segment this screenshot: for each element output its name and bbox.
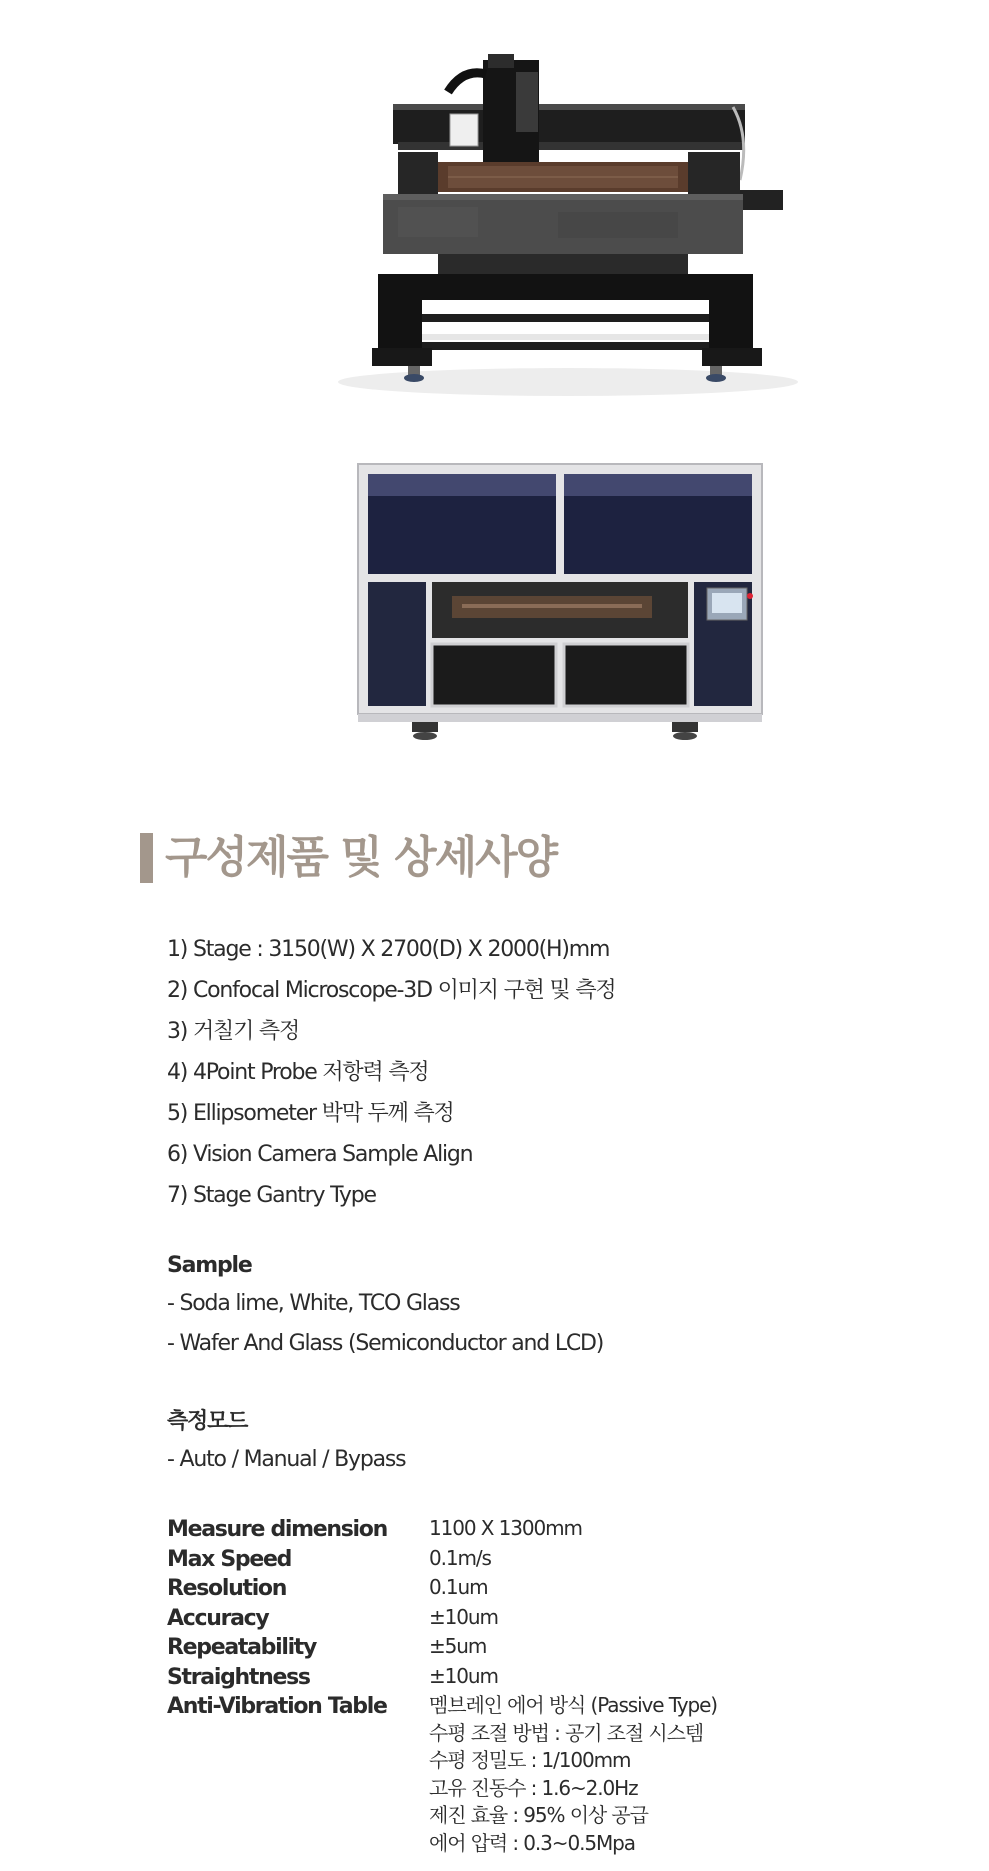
list-item: 6) Vision Camera Sample Align (167, 1142, 473, 1167)
list-item: 4) 4Point Probe 저항력 측정 (167, 1060, 429, 1085)
spec-table (167, 1515, 807, 1857)
spec-value: ±10um (429, 1604, 498, 1629)
spec-row (167, 1545, 807, 1575)
mode-line: - Auto / Manual / Bypass (167, 1447, 406, 1472)
spec-row (167, 1692, 807, 1857)
list-item: 2) Confocal Microscope-3D 이미지 구현 및 측정 (167, 978, 616, 1003)
list-item: 7) Stage Gantry Type (167, 1183, 376, 1208)
spec-row (167, 1663, 807, 1693)
enclosed-measurement-machine-image (352, 458, 768, 743)
sample-line: - Wafer And Glass (Semiconductor and LCD) (167, 1331, 604, 1356)
spec-key: Measure dimension (167, 1517, 387, 1542)
mode-title: 측정모드 (167, 1409, 248, 1434)
spec-key: Accuracy (167, 1605, 269, 1631)
spec-key: Repeatability (167, 1635, 317, 1660)
spec-row (167, 1633, 807, 1663)
sample-section (167, 1248, 603, 1364)
spec-key: Anti-Vibration Table (167, 1694, 387, 1719)
spec-value: 에어 압력 : 0.3~0.5Mpa (429, 1830, 635, 1855)
spec-row (167, 1604, 807, 1634)
spec-row (167, 1574, 807, 1604)
spec-value: 1100 X 1300mm (429, 1516, 582, 1540)
list-item: 5) Ellipsometer 박막 두께 측정 (167, 1101, 454, 1126)
mode-section (167, 1404, 405, 1480)
component-list (167, 929, 615, 1216)
section-heading: 구성제품 및 상세사양 (165, 832, 557, 883)
spec-value: 수평 조절 방법 : 공기 조절 시스템 (429, 1720, 704, 1745)
spec-value: 0.1um (429, 1575, 488, 1599)
spec-key: Resolution (167, 1576, 287, 1601)
spec-value: 고유 진동수 : 1.6~2.0Hz (429, 1775, 638, 1800)
spec-value: 제진 효율 : 95% 이상 공급 (429, 1803, 648, 1827)
spec-value: 수평 정밀도 : 1/100mm (429, 1748, 631, 1772)
enclosed-machine-photo (352, 458, 768, 743)
list-item: 1) Stage : 3150(W) X 2700(D) X 2000(H)mm (167, 937, 610, 962)
spec-value: 0.1m/s (429, 1545, 491, 1570)
spec-value: 멤브레인 에어 방식 (Passive Type) (429, 1693, 717, 1717)
sample-line: - Soda lime, White, TCO Glass (167, 1291, 460, 1316)
gantry-measurement-machine-image (338, 52, 798, 402)
list-item: 3) 거칠기 측정 (167, 1019, 300, 1044)
heading-accent-bar (140, 833, 153, 883)
spec-row (167, 1515, 807, 1545)
spec-key: Max Speed (167, 1546, 292, 1572)
gantry-machine-photo (338, 52, 798, 402)
spec-key: Straightness (167, 1664, 310, 1690)
spec-value: ±10um (429, 1663, 498, 1688)
sample-title: Sample (167, 1253, 252, 1278)
spec-value: ±5um (429, 1634, 487, 1658)
